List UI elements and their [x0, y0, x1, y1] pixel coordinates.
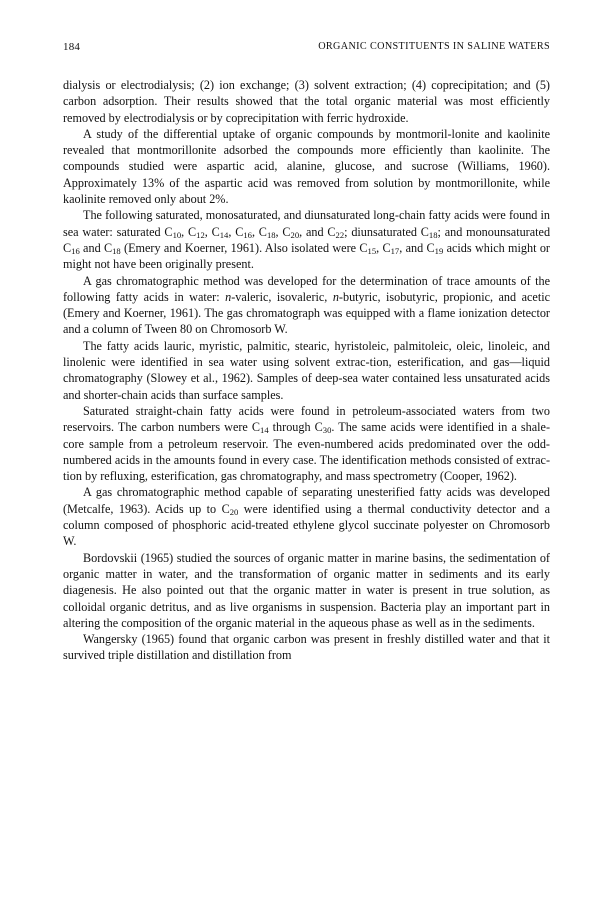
running-head — [63, 41, 550, 57]
paragraph-2: A study of the differential uptake of organic compounds by montmoril-lonite and kaolinite revealed that montmorillonite adsorbed the compounds more efficiently than kaolinite. The compounds studied were aspartic acid, alanine, glucose, and sucrose (Williams, 1960). Approximately 13% of the aspartic acid was removed from solution by montmorillonite, while kaolinite removed only about 2%. — [63, 126, 550, 207]
paragraph-6: Saturated straight-chain fatty acids were found in petroleum-associated waters from two reservoirs. The carbon numbers were $C_{14}$ through $C_{30}$. The same acids were identified in a shale-core sample from a petroleum reservoir. The even-numbered acids predominated over the odd-numbered acids in the amounts found in every case. The identification methods consisted of extrac-tion by refluxing, esterification, gas chromatography, and mass spectrometry (Cooper, 1962). — [63, 403, 551, 484]
paragraph-5: The fatty acids lauric, myristic, palmitic, stearic, hyristoleic, palmitoleic, oleic, linoleic, and linolenic were identified in sea water using solvent extrac-tion, esterification, and gas—liquid chromatography (Slowey et al., 1962). Samples of deep-sea water contained less unsaturated acids and shorter-chain acids than surface samples. — [63, 338, 550, 402]
paragraph-7: A gas chromatographic method capable of separating unesterified fatty acids was developed (Metcalfe, 1963). Acids up to $C_{20}$ were identified using a thermal conductivity detector and a column composed of phosphoric acid-treated ethylene glycol succinate polyester on Chromosorb W. — [63, 485, 550, 549]
body-text — [63, 77, 550, 664]
paragraph-3: The following saturated, monosaturated, and diunsaturated long-chain fatty acids were found in sea water: saturated $C_{10}$, $C_{12}$, $C_{14}$, $C_{16}$, $C_{18}$, $C_{20}$, and $C_{22}$; diunsaturated $C_{18}$; and monounsaturated $C_{16}$ and $C_{18}$ (Emery and Koerner, 1961). Also isolated were $C_{15}$, $C_{17}$, and $C_{19}$ acids which might or might not have been originally present. — [63, 208, 551, 272]
page-number: 184 — [63, 41, 81, 53]
paragraph-8: Bordovskii (1965) studied the sources of organic matter in marine basins, the sedimentation of organic matter in water, and the transformation of organic matter in sediments and its early diagenesis. He also pointed out that the organic matter in water is present in true solution, as colloidal organic detritus, and as live organisms in suspension. Bacteria play an important part in altering the composition of the organic material in the aqueous phase as well as in the sediments. — [63, 550, 550, 630]
running-title: ORGANIC CONSTITUENTS IN SALINE WATERS — [318, 41, 550, 52]
paragraph-9: Wangersky (1965) found that organic carbon was present in freshly distilled water and that it survived triple distillation and distillation from — [63, 632, 550, 663]
paragraph-4: A gas chromatographic method was developed for the determination of trace amounts of the following fatty acids in water: n-valeric, isovaleric, n-butyric, isobutyric, propionic, and acetic (Emery and Koerner, 1961). The gas chromatograph was equipped with a flame ionization detector and a column of Tween 80 on Chromosorb W. — [63, 273, 551, 337]
paragraph-1: dialysis or electrodialysis; (2) ion exchange; (3) solvent extraction; (4) coprecipitation; and (5) carbon adsorption. Their results showed that the total organic material was most efficiently removed by electrodialysis or by coprecipitation with ferric hydroxide. — [63, 78, 550, 125]
